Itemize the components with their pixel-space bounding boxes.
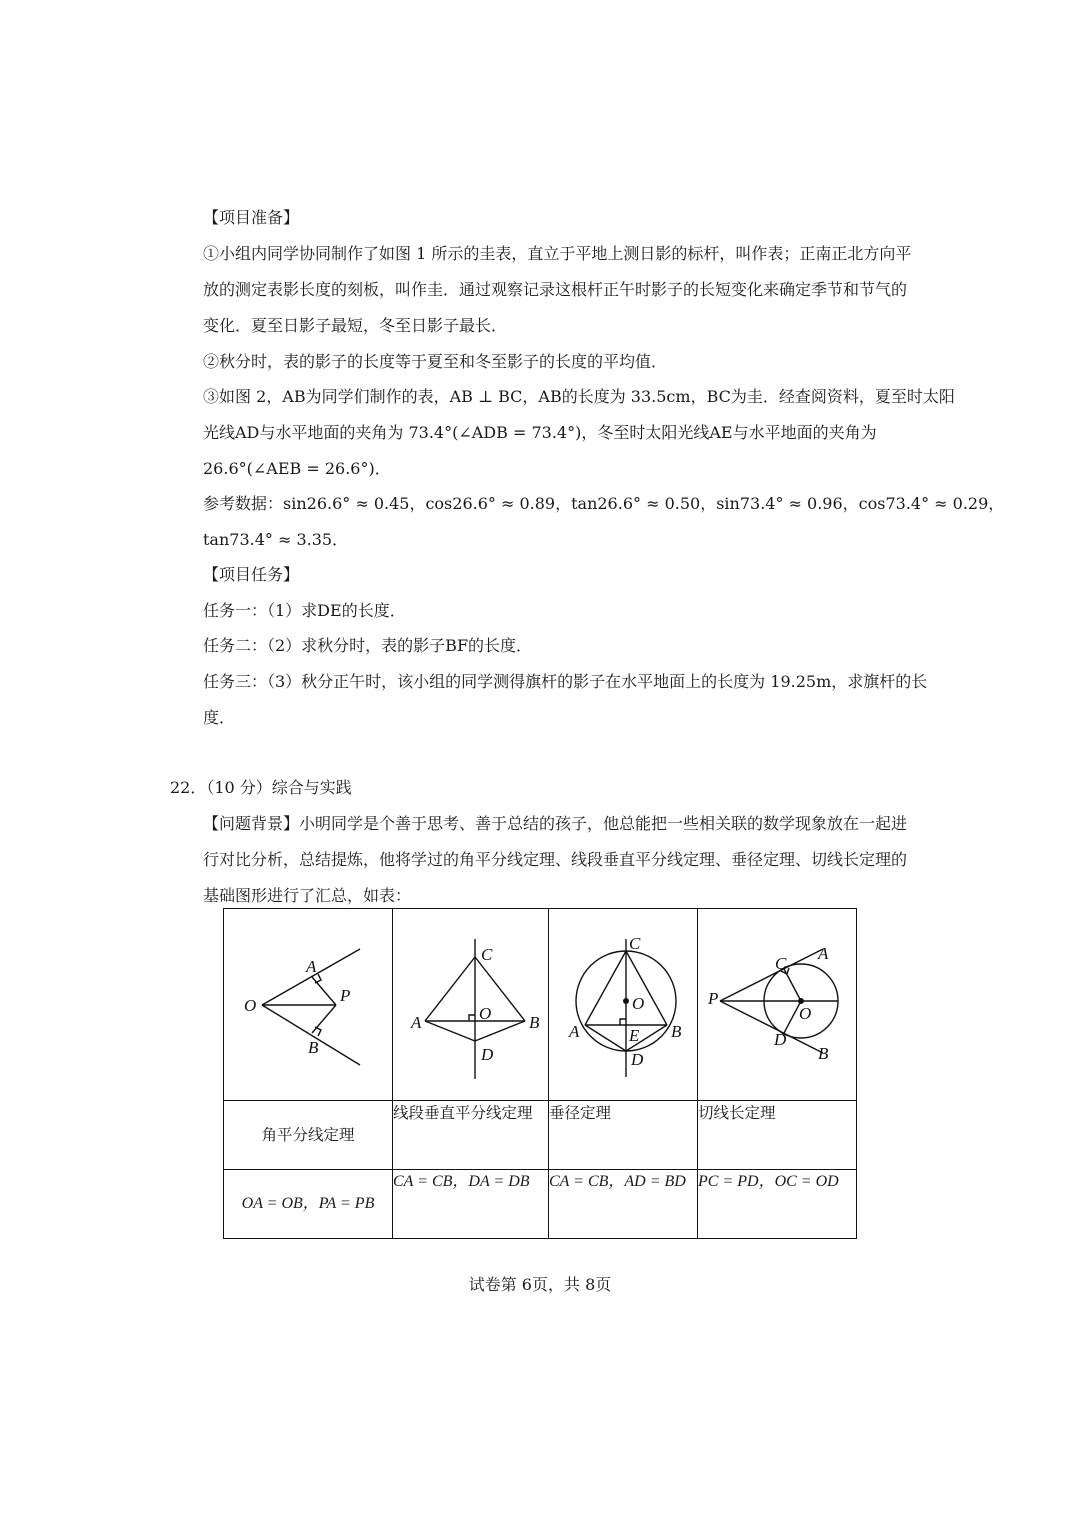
theorem-formula-cell: OA = OB，PA = PB: [224, 1170, 393, 1239]
task-3-line2: 度．: [203, 708, 236, 727]
theorem-name-cell: 垂径定理: [549, 1101, 698, 1170]
figure-row: [224, 909, 857, 1101]
f4-label-a: A: [818, 944, 829, 963]
theorem-name-cell: 切线长定理: [698, 1101, 857, 1170]
f2-label-d: D: [481, 1045, 494, 1064]
task-2: 任务二：（2）求秋分时，表的影子BF的长度．: [203, 636, 533, 655]
figure-tangent-length: [698, 909, 857, 1101]
prep-p3-line2: 光线AD与水平地面的夹角为 73.4°(∠ADB = 73.4°)，冬至时太阳光线AE与水平地面的夹角为: [203, 423, 877, 442]
f1-label-o: O: [244, 996, 257, 1015]
figure-perpendicular-bisector: [393, 909, 549, 1101]
f4-label-b: B: [818, 1044, 829, 1063]
f4-label-d: D: [774, 1030, 787, 1049]
prep-p3-line3: 26.6°(∠AEB = 26.6°)．: [203, 459, 391, 478]
theorem-formula-row: [224, 1170, 857, 1239]
f3-label-o: O: [632, 994, 645, 1013]
tasks-heading: 【项目任务】: [203, 565, 300, 584]
f3-label-d: D: [631, 1050, 644, 1069]
task-3-line1: 任务三：（3）秋分正午时，该小组的同学测得旗杆的影子在水平地面上的长度为 19.25m，求旗杆的长: [203, 672, 928, 691]
theorem-summary-table: [223, 908, 857, 1239]
f4-label-p: P: [708, 989, 719, 1008]
figure-perpendicular-diameter: [549, 909, 698, 1101]
prep-p1-line1: ①小组内同学协同制作了如图 1 所示的圭表，直立于平地上测日影的标杆，叫作表；正南正北方向平: [203, 244, 912, 263]
f1-label-b: B: [308, 1038, 319, 1057]
prep-heading: 【项目准备】: [203, 208, 300, 227]
theorem-name-cell: 角平分线定理: [224, 1101, 393, 1170]
q22-background-line3: 基础图形进行了汇总，如表：: [203, 886, 412, 905]
prep-p1-line2: 放的测定表影长度的刻板，叫作圭．通过观察记录这根杆正午时影子的长短变化来确定季节和节气的: [203, 280, 908, 299]
theorem-formula-cell: PC = PD，OC = OD: [698, 1170, 857, 1239]
q22-title: 22．（10 分）综合与实践: [170, 778, 352, 797]
f2-label-b: B: [529, 1013, 540, 1032]
f3-label-e: E: [629, 1026, 640, 1045]
q22-background-line2: 行对比分析，总结提炼，他将学过的角平分线定理、线段垂直平分线定理、垂径定理、切线长定理的: [203, 850, 908, 869]
page-footer: 试卷第 6页，共 8页: [468, 1275, 612, 1294]
task-1: 任务一：（1）求DE的长度．: [203, 601, 406, 620]
f2-label-o: O: [479, 1004, 492, 1023]
f2-label-c: C: [481, 945, 493, 964]
prep-p3-line1: ③如图 2，AB为同学们制作的表，AB ⊥ BC，AB的长度为 33.5cm，BC为圭．经查阅资料，夏至时太阳: [203, 387, 955, 406]
theorem-name-cell: 线段垂直平分线定理: [393, 1101, 549, 1170]
f3-label-b: B: [671, 1022, 682, 1041]
prep-p2: ②秋分时，表的影子的长度等于夏至和冬至影子的长度的平均值．: [203, 352, 668, 371]
f2-label-a: A: [411, 1013, 422, 1032]
prep-p1-line3: 变化．夏至日影子最短，冬至日影子最长．: [203, 316, 508, 335]
f4-label-c: C: [775, 954, 787, 973]
figure-angle-bisector: [224, 909, 393, 1101]
f4-label-o: O: [799, 1004, 812, 1023]
theorem-formula-cell: CA = CB，DA = DB: [393, 1170, 549, 1239]
f1-label-p: P: [340, 986, 351, 1005]
theorem-formula-cell: CA = CB，AD = BD: [549, 1170, 698, 1239]
q22-background-line1: 【问题背景】小明同学是个善于思考、善于总结的孩子，他总能把一些相关联的数学现象放在一起进: [203, 814, 908, 833]
f3-label-a: A: [569, 1022, 580, 1041]
f1-label-a: A: [306, 957, 317, 976]
ref-data-line2: tan73.4° ≈ 3.35．: [203, 530, 349, 549]
ref-data-line1: 参考数据：sin26.6° ≈ 0.45，cos26.6° ≈ 0.89，tan26.6° ≈ 0.50，sin73.4° ≈ 0.96，cos73.4° ≈ 0.29，: [203, 494, 1005, 513]
f3-label-c: C: [629, 934, 641, 953]
theorem-name-row: [224, 1101, 857, 1170]
